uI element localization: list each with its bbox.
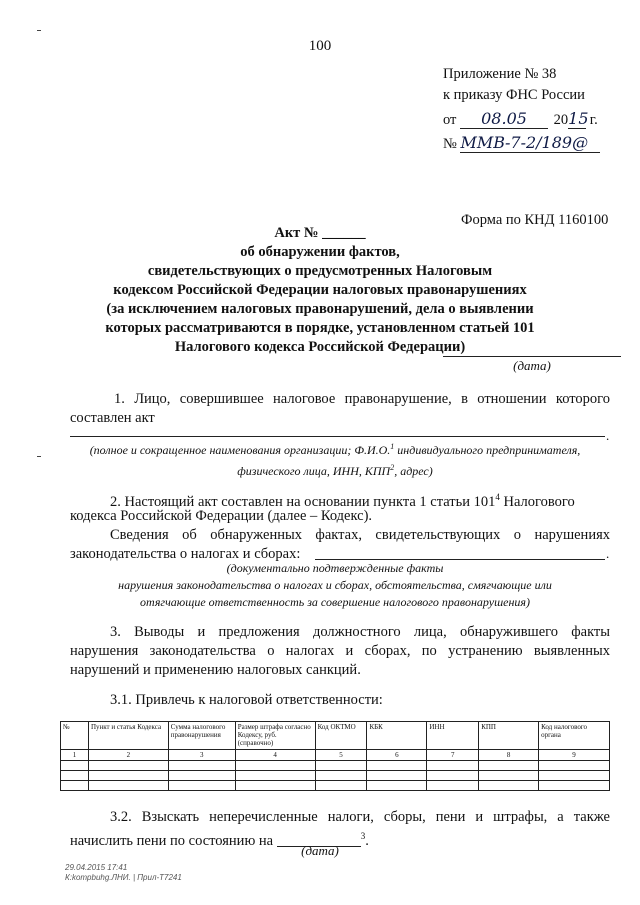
appendix-number-line bbox=[443, 133, 600, 153]
table-cell bbox=[479, 761, 539, 771]
table-cell bbox=[88, 781, 168, 791]
section2-para2-cont: законодательства о налогах и сборах: bbox=[70, 546, 301, 562]
table-cell bbox=[61, 761, 89, 771]
hint-text: отягчающие ответственность за совершение налогового правонарушения) bbox=[140, 595, 530, 609]
appendix-line1: Приложение № 38 bbox=[443, 66, 557, 82]
act-title-line: Налогового кодекса Российской Федерации) bbox=[174, 339, 466, 355]
act-title-line: (за исключением налоговых правонарушений, дела о выявлении bbox=[106, 301, 534, 317]
table-header-cell: Сумма налогового правонарушения bbox=[168, 722, 235, 750]
tax-liability-table bbox=[60, 721, 610, 791]
footnote-ref: 2 bbox=[390, 463, 395, 472]
table-header-cell: КБК bbox=[367, 722, 427, 750]
hint-text: нарушения законодательства о налогах и сборах, обстоятельства, смягчающие или bbox=[118, 578, 552, 592]
table-cell bbox=[539, 761, 610, 771]
act-title-line: свидетельствующих о предусмотренных Налоговым bbox=[147, 263, 493, 279]
section32-text: начислить пени по состоянию на bbox=[70, 832, 274, 849]
table-cell bbox=[235, 761, 315, 771]
table-cell bbox=[315, 771, 367, 781]
table-row bbox=[61, 761, 610, 771]
section1-period: . bbox=[606, 428, 610, 443]
appendix-from-prefix: от bbox=[443, 112, 457, 128]
margin-mark bbox=[37, 30, 41, 31]
table-header-cell: Код ОКТМО bbox=[315, 722, 367, 750]
appendix-date-line bbox=[443, 109, 598, 129]
table-cell bbox=[539, 771, 610, 781]
section32-line1: 3.2. Взыскать неперечисленные налоги, сборы, пени и штрафы, а также bbox=[110, 809, 610, 825]
section1-fill-line bbox=[70, 436, 605, 437]
table-cell bbox=[235, 771, 315, 781]
table-header-cell: КПП bbox=[479, 722, 539, 750]
table-header-cell: № bbox=[61, 722, 89, 750]
appendix-handwritten-number: ММВ-7-2/189@ bbox=[460, 133, 600, 153]
table-cell bbox=[315, 761, 367, 771]
table-number-cell: 8 bbox=[479, 750, 539, 761]
section1-text-cont: составлен акт bbox=[70, 410, 155, 426]
table-cell bbox=[479, 771, 539, 781]
table-cell bbox=[367, 761, 427, 771]
section2-hint bbox=[60, 560, 610, 611]
table-number-cell: 5 bbox=[315, 750, 367, 761]
table-cell bbox=[235, 781, 315, 791]
page-number: 100 bbox=[308, 38, 332, 54]
hint-text: (полное и сокращенное наименования организации; Ф.И.О. bbox=[89, 443, 391, 457]
table-cell bbox=[427, 781, 479, 791]
print-path: К:kompbuhg.ЛНИ. | Прил-Т7241 bbox=[65, 873, 182, 882]
section2-para1-cont: кодекса Российской Федерации (далее – Кодекс). bbox=[70, 508, 373, 524]
table-row bbox=[61, 771, 610, 781]
section32-period: . bbox=[365, 832, 369, 849]
table-cell bbox=[539, 781, 610, 791]
table-number-cell: 4 bbox=[235, 750, 315, 761]
section2-period: . bbox=[606, 546, 610, 561]
table-number-row bbox=[61, 750, 610, 761]
margin-mark bbox=[37, 456, 41, 457]
footnote-ref: 1 bbox=[390, 442, 395, 451]
table-number-cell: 7 bbox=[427, 750, 479, 761]
table-cell bbox=[168, 761, 235, 771]
act-title-line: кодексом Российской Федерации налоговых правонарушениях bbox=[113, 282, 527, 298]
table-cell bbox=[168, 781, 235, 791]
appendix-line2: к приказу ФНС России bbox=[443, 87, 585, 103]
table-cell bbox=[367, 771, 427, 781]
section1-hint bbox=[60, 438, 610, 480]
table-cell bbox=[315, 781, 367, 791]
act-title bbox=[60, 224, 580, 357]
footnote-ref: 3 bbox=[360, 831, 366, 841]
table-cell bbox=[88, 771, 168, 781]
hint-text: (документально подтвержденные факты bbox=[226, 561, 444, 575]
section3-line2: нарушения законодательства о налогах и сборах, по устранению выявленных bbox=[70, 643, 610, 659]
section2-para2: Сведения об обнаруженных фактах, свидетельствующих о нарушениях bbox=[110, 527, 610, 543]
act-title-line: которых рассматриваются в порядке, установленном статьей 101 bbox=[105, 320, 535, 336]
date-label: (дата) bbox=[513, 358, 551, 373]
table-number-cell: 2 bbox=[88, 750, 168, 761]
table-cell bbox=[427, 771, 479, 781]
section31-heading: 3.1. Привлечь к налоговой ответственности: bbox=[110, 692, 383, 708]
hint-text: , адрес) bbox=[394, 464, 433, 478]
table-cell bbox=[88, 761, 168, 771]
table-cell bbox=[479, 781, 539, 791]
table-cell bbox=[61, 771, 89, 781]
footnote-ref: 4 bbox=[495, 492, 500, 502]
table-header-row bbox=[61, 722, 610, 750]
appendix-year-prefix: 20 bbox=[553, 112, 569, 128]
table-number-cell: 6 bbox=[367, 750, 427, 761]
section32-date-label: (дата) bbox=[301, 843, 339, 858]
table-number-cell: 1 bbox=[61, 750, 89, 761]
section1-text: 1. Лицо, совершившее налоговое правонарушение, в отношении которого bbox=[114, 391, 610, 407]
table-cell bbox=[367, 781, 427, 791]
appendix-number-prefix: № bbox=[443, 136, 457, 152]
section2-text: 2. Настоящий акт составлен на основании пункта 1 статьи 101 bbox=[110, 493, 496, 510]
section2-text: Налогового bbox=[499, 493, 575, 510]
table-cell bbox=[168, 771, 235, 781]
section3-line1: 3. Выводы и предложения должностного лица, обнаружившего факты bbox=[110, 624, 610, 640]
section3-line3: нарушений и применению налоговых санкций. bbox=[70, 662, 361, 678]
print-timestamp: 29.04.2015 17:41 bbox=[65, 863, 128, 872]
appendix-handwritten-year: 15 bbox=[568, 109, 589, 128]
table-header-cell: Код налогового органа bbox=[539, 722, 610, 750]
table-header-cell: ИНН bbox=[427, 722, 479, 750]
hint-text: индивидуального предпринимателя, bbox=[394, 443, 581, 457]
appendix-handwritten-date: 08.05 bbox=[460, 109, 548, 129]
form-code: Форма по КНД 1160100 bbox=[461, 212, 609, 228]
table-number-cell: 9 bbox=[539, 750, 610, 761]
act-number-line: Акт № ______ bbox=[274, 225, 366, 241]
table-number-cell: 3 bbox=[168, 750, 235, 761]
table-row bbox=[61, 781, 610, 791]
table-cell bbox=[427, 761, 479, 771]
hint-text: физического лица, ИНН, КПП bbox=[237, 464, 391, 478]
act-title-line: об обнаружении фактов, bbox=[240, 244, 400, 260]
appendix-year-suffix: г. bbox=[589, 112, 598, 128]
table-header-cell: Размер штрафа согласно Кодексу, руб. (справочно) bbox=[235, 722, 315, 750]
table-cell bbox=[61, 781, 89, 791]
table-header-cell: Пункт и статья Кодекса bbox=[88, 722, 168, 750]
